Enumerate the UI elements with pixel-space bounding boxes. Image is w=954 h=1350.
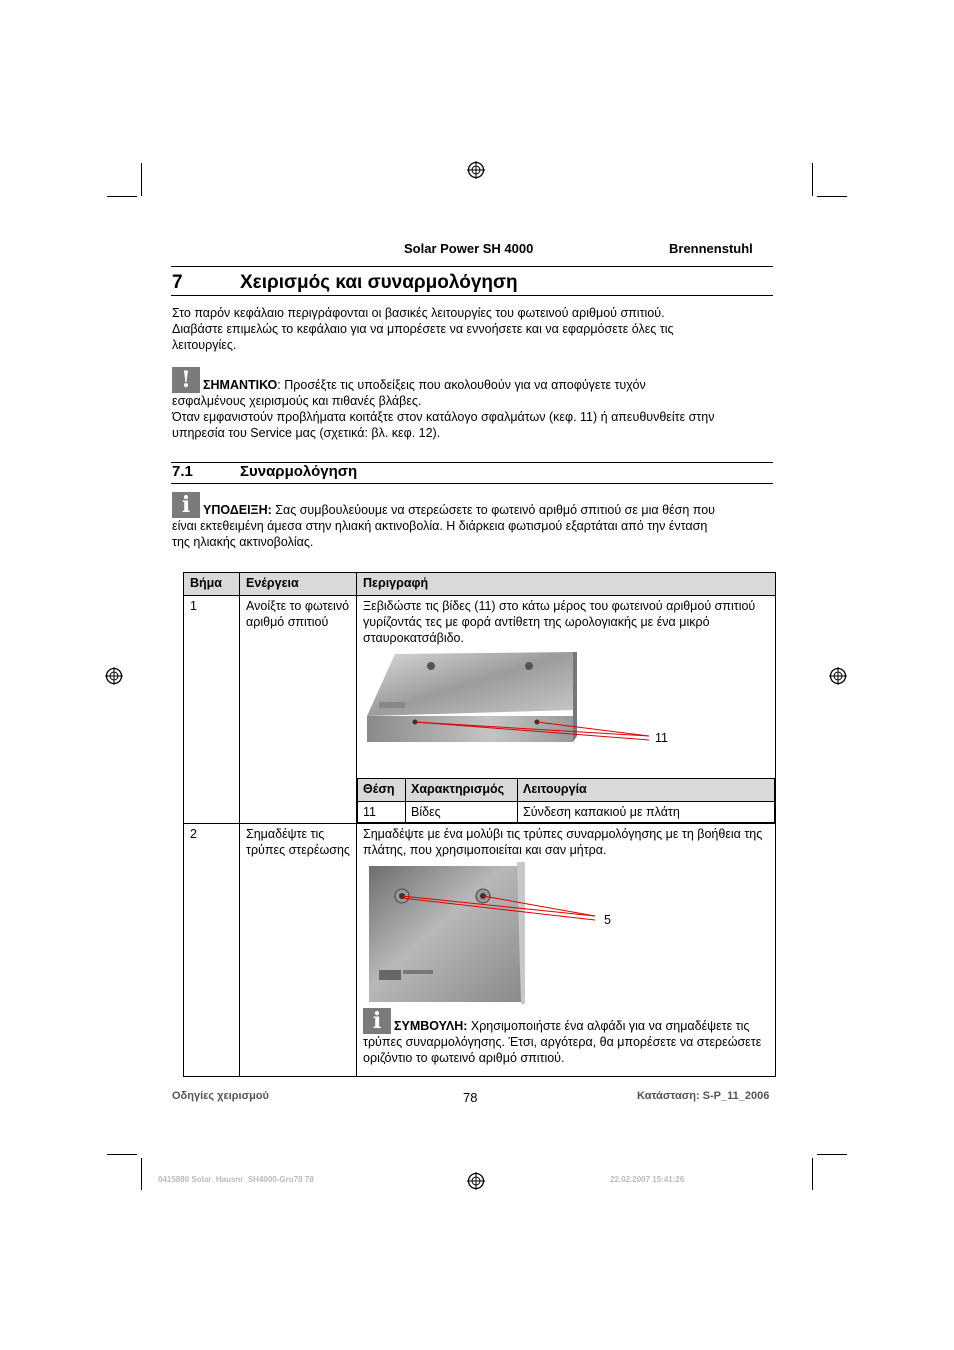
important-label: ΣΗΜΑΝΤΙΚΟ	[203, 378, 278, 392]
section-rule	[171, 295, 773, 296]
registration-mark-icon	[467, 161, 485, 179]
crop-mark	[107, 1154, 137, 1155]
hint-text: Σας συμβουλεύουμε να στερεώσετε το φωτεινό αριθμό σπιτιού σε μια θέση που	[271, 503, 715, 517]
step-description: Σημαδέψτε με ένα μολύβι τις τρύπες συναρμολόγησης με τη βοήθεια της πλάτης, που χρησιμοποιείται και σαν μήτρα.	[363, 827, 763, 857]
crop-mark	[812, 163, 813, 196]
intro-line: Στο παρόν κεφάλαιο περιγράφονται οι βασικές λειτουργίες του φωτεινού αριθμού σπιτιού.	[172, 306, 665, 320]
table-row	[184, 596, 776, 824]
hint-line: της ηλιακής ακτινοβολίας.	[172, 535, 314, 549]
steps-table	[183, 572, 776, 1077]
important-line: εσφαλμένους χειρισμούς και πιθανές βλάβες.	[172, 394, 422, 408]
hint-label: ΥΠΟΔΕΙΞΗ:	[203, 503, 272, 517]
important-line: υπηρεσία του Service μας (σχετικά: βλ. κεφ. 12).	[172, 426, 441, 440]
footer-right: Κατάσταση: S-P_11_2006	[637, 1090, 770, 1102]
step-action: Ανοίξτε το φωτεινό αριθμό σπιτιού	[240, 596, 357, 824]
parts-subtable	[357, 778, 775, 823]
important-text: : Προσέξτε τις υποδείξεις που ακολουθούν για να αποφύγετε τυχόν	[277, 378, 646, 392]
footer-left: Οδηγίες χειρισμού	[172, 1090, 269, 1102]
page-number: 78	[463, 1090, 478, 1105]
callout-label: 5	[604, 913, 611, 927]
crop-mark	[107, 196, 137, 197]
subsection-number: 7.1	[172, 463, 193, 480]
subsection-title: Συναρμολόγηση	[240, 463, 358, 480]
header-product: Solar Power SH 4000	[404, 241, 534, 256]
part-name: Βίδες	[406, 802, 518, 823]
print-slug-right: 22.02.2007 15:41:26	[610, 1175, 685, 1184]
header-brand: Brennenstuhl	[669, 241, 753, 256]
part-position: 11	[358, 802, 406, 823]
column-header: Χαρακτηρισμός	[406, 779, 518, 802]
column-header: Θέση	[358, 779, 406, 802]
registration-mark-icon	[829, 667, 847, 685]
step-description: Ξεβιδώστε τις βίδες (11) στο κάτω μέρος του φωτεινού αριθμού σπιτιού γυρίζοντάς τες με φορά αντίθετη της ωρολογιακής με ένα μικρό σταυροκατσάβιδο.	[363, 599, 756, 645]
step-description-cell	[357, 824, 776, 1077]
hint-note	[172, 492, 777, 550]
column-header: Ενέργεια	[240, 573, 357, 596]
backplate-photo	[357, 860, 775, 1006]
housing-photo	[357, 648, 775, 778]
table-row	[184, 824, 776, 1077]
print-slug-left: 0415880 Solar_Hausnr_SH4000-Gru78 78	[158, 1175, 314, 1184]
step-number: 1	[184, 596, 240, 824]
tip-label: ΣΥΜΒΟΥΛΗ:	[394, 1019, 468, 1033]
column-header: Βήμα	[184, 573, 240, 596]
section-number: 7	[172, 272, 183, 293]
step-action: Σημαδέψτε τις τρύπες στερέωσης	[240, 824, 357, 1077]
housing-bottom-image	[357, 648, 769, 778]
hint-line: είναι εκτεθειμένη άμεσα στην ηλιακή ακτινοβολία. Η διάρκεια φωτισμού εξαρτάται από την ένταση	[172, 519, 708, 533]
crop-mark	[141, 163, 142, 196]
important-note	[172, 367, 772, 441]
backplate-image	[357, 860, 769, 1006]
intro-line: Διαβάστε επιμελώς το κεφάλαιο για να μπορέσετε να εννοήσετε και να εφαρμόσετε όλες τις	[172, 322, 674, 336]
crop-mark	[141, 1158, 142, 1190]
header-rule	[171, 266, 773, 267]
callout-label: 11	[655, 731, 668, 745]
tip-note	[357, 1006, 775, 1076]
table-header-row	[184, 573, 776, 596]
subsection-rule-bottom	[171, 483, 773, 484]
column-header: Λειτουργία	[518, 779, 775, 802]
exclamation-icon: !	[172, 367, 200, 393]
important-line: Όταν εμφανιστούν προβλήματα κοιτάξτε στον κατάλογο σφαλμάτων (κεφ. 11) ή απευθυνθείτε στην	[172, 410, 715, 424]
info-icon: i	[363, 1008, 391, 1034]
step-number: 2	[184, 824, 240, 1077]
tip-text: Χρησιμοποιήστε ένα αλφάδι για να σημαδέψετε τις τρύπες συναρμολόγησης. Έτσι, αργότερα, θα μπορέσετε να στερεώσετε οριζόντιο το φωτεινό αριθμό σπιτιού.	[363, 1019, 762, 1065]
step-description-cell	[357, 596, 776, 824]
crop-mark	[812, 1158, 813, 1190]
table-row	[358, 802, 775, 823]
part-function: Σύνδεση καπακιού με πλάτη	[518, 802, 775, 823]
registration-mark-icon	[467, 1172, 485, 1190]
info-icon: i	[172, 492, 200, 518]
intro-line: λειτουργίες.	[172, 338, 237, 352]
intro-paragraph	[172, 305, 772, 353]
column-header: Περιγραφή	[357, 573, 776, 596]
crop-mark	[817, 1154, 847, 1155]
section-title: Χειρισμός και συναρμολόγηση	[240, 272, 518, 293]
crop-mark	[817, 196, 847, 197]
subtable-header-row	[358, 779, 775, 802]
registration-mark-icon	[105, 667, 123, 685]
